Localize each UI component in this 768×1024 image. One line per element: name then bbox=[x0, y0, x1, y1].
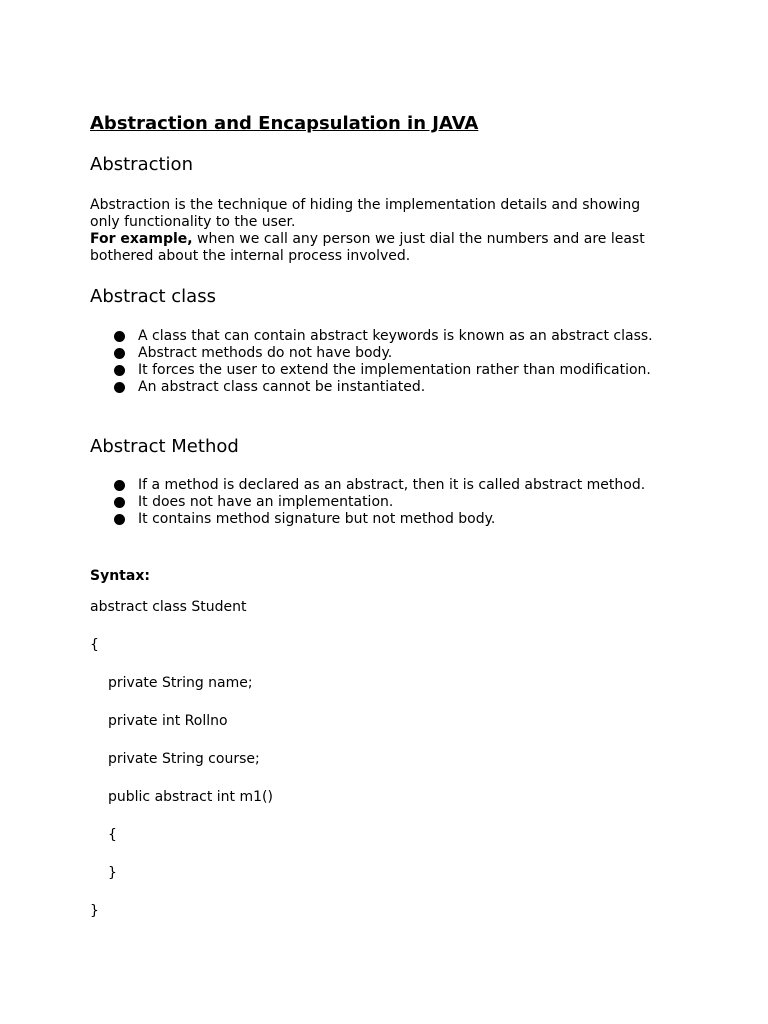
abstraction-paragraph bbox=[90, 197, 690, 265]
bullet-icon bbox=[114, 382, 125, 393]
bullet-icon bbox=[114, 480, 125, 491]
list-item-text: It contains method signature but not method body. bbox=[138, 511, 496, 527]
list-item bbox=[114, 345, 653, 362]
list-item-text: Abstract methods do not have body. bbox=[138, 345, 393, 361]
list-item-text: It forces the user to extend the implementation rather than modification. bbox=[138, 362, 651, 378]
heading-abstract-method: Abstract Method bbox=[90, 436, 239, 457]
abstraction-text-line-2: only functionality to the user. bbox=[90, 214, 296, 230]
bullet-icon bbox=[114, 514, 125, 525]
list-item-text: It does not have an implementation. bbox=[138, 494, 394, 510]
bullet-icon bbox=[114, 365, 125, 376]
example-line-2: bothered about the internal process involved. bbox=[90, 248, 411, 264]
abstract-method-bullet-list bbox=[114, 477, 645, 528]
code-line: abstract class Student bbox=[90, 599, 247, 615]
code-block bbox=[90, 599, 273, 941]
list-item bbox=[114, 511, 645, 528]
example-label: For example, bbox=[90, 231, 193, 247]
bullet-icon bbox=[114, 497, 125, 508]
list-item-text: If a method is declared as an abstract, then it is called abstract method. bbox=[138, 477, 646, 493]
code-line: { bbox=[90, 637, 99, 653]
code-line: public abstract int m1() bbox=[108, 789, 273, 805]
example-text: when we call any person we just dial the numbers and are least bbox=[192, 231, 645, 247]
list-item bbox=[114, 494, 645, 511]
code-line: } bbox=[108, 865, 117, 881]
list-item bbox=[114, 328, 653, 345]
code-line: { bbox=[108, 827, 117, 843]
list-item-text: A class that can contain abstract keywords is known as an abstract class. bbox=[138, 328, 653, 344]
heading-abstract-class: Abstract class bbox=[90, 286, 216, 307]
list-item bbox=[114, 477, 645, 494]
abstract-class-bullet-list bbox=[114, 328, 653, 396]
abstraction-text-line-1: Abstraction is the technique of hiding the implementation details and showing bbox=[90, 197, 641, 213]
list-item bbox=[114, 362, 653, 379]
list-item-text: An abstract class cannot be instantiated. bbox=[138, 379, 426, 395]
list-item bbox=[114, 379, 653, 396]
syntax-label: Syntax: bbox=[90, 568, 150, 584]
code-line: } bbox=[90, 903, 99, 919]
document-title: Abstraction and Encapsulation in JAVA bbox=[90, 113, 479, 134]
code-line: private String course; bbox=[108, 751, 260, 767]
heading-abstraction: Abstraction bbox=[90, 154, 193, 175]
code-line: private int Rollno bbox=[108, 713, 228, 729]
example-line-1 bbox=[90, 231, 690, 248]
bullet-icon bbox=[114, 348, 125, 359]
code-line: private String name; bbox=[108, 675, 253, 691]
bullet-icon bbox=[114, 331, 125, 342]
